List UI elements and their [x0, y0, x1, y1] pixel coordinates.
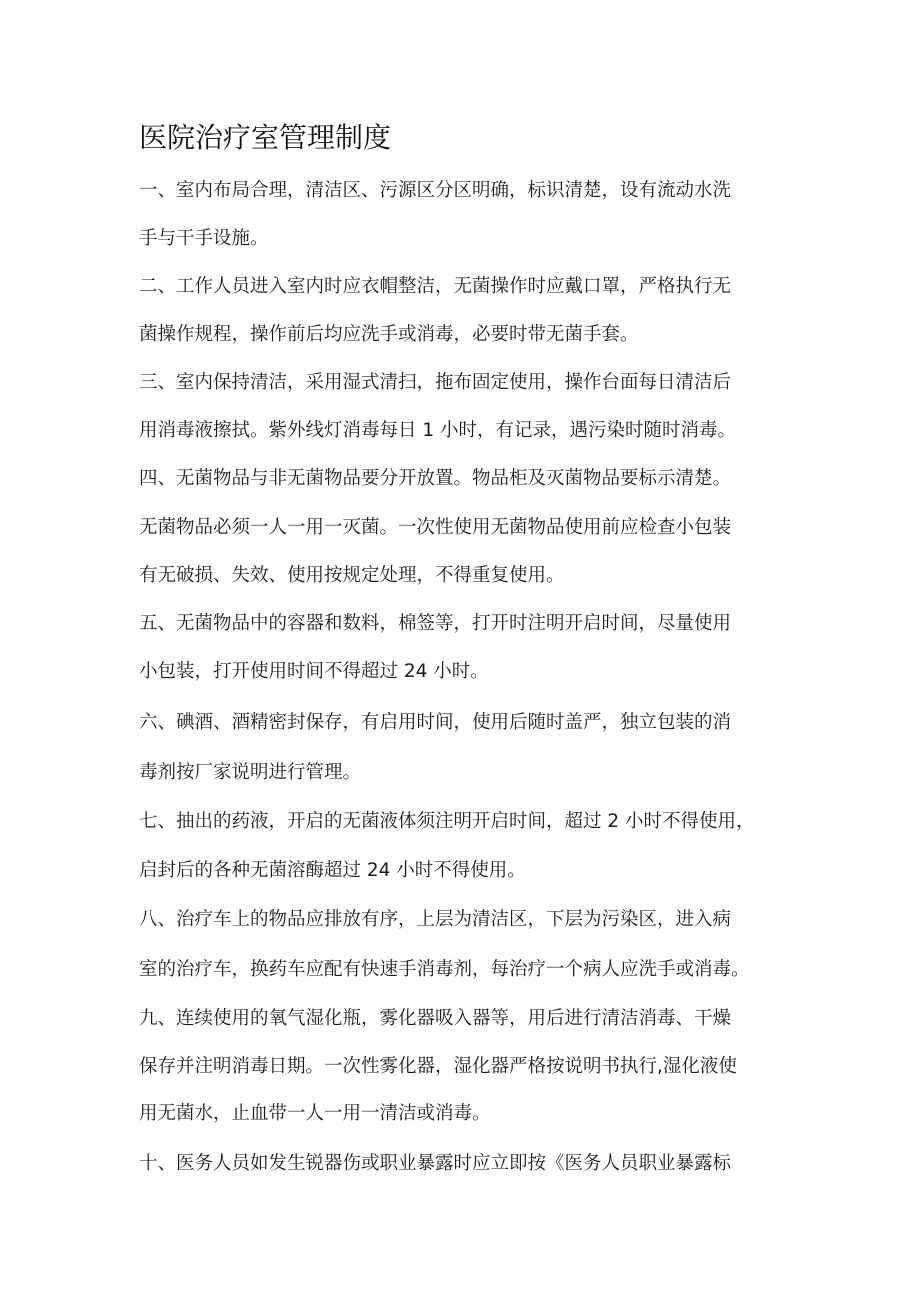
rule-6-line-1: 六、碘酒、酒精密封保存，有启用时间，使用后随时盖严，独立包装的消: [139, 712, 732, 733]
rule-10-line-1: 十、医务人员如发生锐器伤或职业暴露时应立即按《医务人员职业暴露标: [139, 1153, 732, 1174]
rule-7-line-2: 启封后的各种无菌溶酶超过 24 小时不得使用。: [139, 860, 526, 881]
rule-9-line-1: 九、连续使用的氧气湿化瓶，雾化器吸入器等，用后进行清洁消毒、干燥: [139, 1008, 732, 1029]
rule-4-line-1: 四、无菌物品与非无菌物品要分开放置。物品柜及灭菌物品要标示清楚。: [139, 468, 732, 489]
rule-4-line-2: 无菌物品必须一人一用一灭菌。一次性使用无菌物品使用前应检查小包装: [139, 517, 732, 538]
rule-1-line-2: 手与干手设施。: [139, 228, 269, 249]
rule-8-line-1: 八、治疗车上的物品应排放有序，上层为清洁区，下层为污染区，进入病: [139, 909, 732, 930]
rule-5-line-1: 五、无菌物品中的容器和数料，棉签等，打开时注明开启时间，尽量使用: [139, 613, 732, 634]
rule-8-line-2: 室的治疗车，换药车应配有快速手消毒剂，每治疗一个病人应洗手或消毒。: [139, 959, 750, 980]
rule-3-line-1: 三、室内保持清洁，采用湿式清扫，拖布固定使用，操作台面每日清洁后: [139, 372, 732, 393]
rule-5-line-2: 小包装，打开使用时间不得超过 24 小时。: [139, 661, 489, 682]
rule-7-line-1: 七、抽出的药液，开启的无菌液体须注明开启时间，超过 2 小时不得使用，: [139, 811, 755, 832]
rule-2-line-2: 菌操作规程，操作前后均应洗手或消毒，必要时带无菌手套。: [139, 324, 639, 345]
rule-3-line-2: 用消毒液擦拭。紫外线灯消毒每日 1 小时，有记录，遇污染时随时消毒。: [139, 420, 737, 441]
rule-6-line-2: 毒剂按厂家说明进行管理。: [139, 762, 362, 783]
rule-9-line-2: 保存并注明消毒日期。一次性雾化器，湿化器严格按说明书执行,湿化液使: [139, 1056, 737, 1077]
document-title: 医院治疗室管理制度: [139, 121, 392, 154]
rule-1-line-1: 一、室内布局合理，清洁区、污源区分区明确，标识清楚，设有流动水洗: [139, 180, 732, 201]
rule-4-line-3: 有无破损、失效、使用按规定处理，不得重复使用。: [139, 565, 565, 586]
rule-2-line-1: 二、工作人员进入室内时应衣帽整洁，无菌操作时应戴口罩，严格执行无: [139, 276, 732, 297]
rule-9-line-3: 用无菌水，止血带一人一用一清洁或消毒。: [139, 1103, 491, 1124]
